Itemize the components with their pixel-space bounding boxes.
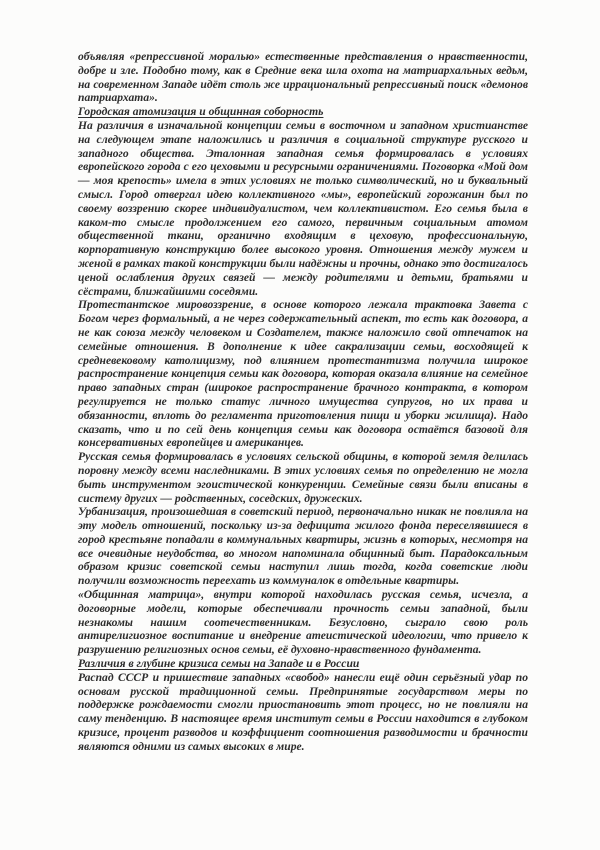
paragraph-russian-family-commune: Русская семья формировалась в условиях сельской общины, в которой земля делилась поровну между всеми наследниками. В этих условиях семья по определению не могла быть инструментом эгоистической конкуренции. Семейные связи были вписаны в систему других — родственных, соседских, дружеских. bbox=[78, 450, 528, 505]
section-heading-urban-atomization: Городская атомизация и общинная соборность bbox=[78, 105, 324, 119]
section-heading-crisis-depth-differences: Различия в глубине кризиса семьи на Западе и в России bbox=[78, 657, 360, 671]
paragraph-communal-matrix: «Общинная матрица», внутри которой находилась русская семья, исчезла, а договорные модели, которые обеспечивали прочность семьи западной, были незнакомы нашим соотечественникам. Безусловно, сыграло свою роль антирелигиозное воспитание и внедрение атеистической идеологии, что привело к разрушению религиозных основ семьи, её духовно-нравственного фундамента. bbox=[78, 588, 528, 657]
paragraph-family-concept-differences: На различия в изначальной концепции семьи в восточном и западном христианстве на следующем этапе наложились и различия в социальной структуре русского и западного общества. Эталонная западная семья формировалась в условиях европейского города с его цеховыми и ресурсными ограничениями. Поговорка «Мой дом — моя крепость» имела в этих условиях не только символический, но и буквальный смысл. Город отвергал идею коллективного «мы», европейский горожанин был по своему воззрению скорее индивидуалистом, чем коллективистом. Его семья была в каком-то смысле продолжением его самого, первичным социальным атомом общественной ткани, органично входящим в цеховую, профессиональную, корпоративную конструкцию более высокого уровня. Отношения между мужем и женой в рамках такой конструкции были надёжны и прочны, однако это достигалось ценой ослабления других связей — между родителями и детьми, братьями и сёстрами, ближайшими соседями. bbox=[78, 118, 528, 298]
paragraph-protestant-worldview: Протестантское мировоззрение, в основе которого лежала трактовка Завета с Богом через формальный, а не через содержательный аспект, то есть как договора, а не как союза между человеком и Создателем, также наложило свой отпечаток на семейные отношения. В дополнение к идее сакрализации семьи, восходящей к средневековому католицизму, под влиянием протестантизма получила широкое распространение концепция семьи как договора, которая оказала влияние на семейное право западных стран (широкое распространение брачного контракта, в котором регулируется не только статус личного имущества супругов, но их права и обязанности, вплоть до регламента приготовления пищи и уборки жилища). Надо сказать, что и по сей день концепция семьи как договора остаётся базовой для консервативных европейцев и американцев. bbox=[78, 298, 528, 450]
paragraph-urbanization-soviet-period: Урбанизация, произошедшая в советский период, первоначально никак не повлияла на эту модель отношений, поскольку из-за дефицита жилого фонда переселявшиеся в город крестьяне попадали в коммунальных квартиры, жизнь в которых, несмотря на все очевидные неудобства, во многом напоминала общинный быт. Парадоксальным образом кризис советской семьи наступил лишь тогда, когда советские люди получили возможность переехать из коммуналок в отдельные квартиры. bbox=[78, 505, 528, 588]
paragraph-continuation-repressive-morality: объявляя «репрессивной моралью» естественные представления о нравственности, добре и зле. Подобно тому, как в Средние века шла охота на матриархальных ведьм, на современном Западе идёт столь же иррациональный репрессивный поиск «демонов патриархата». bbox=[78, 50, 528, 105]
paragraph-ussr-collapse: Распад СССР и пришествие западных «свобод» нанесли ещё один серьёзный удар по основам русской традиционной семьи. Предпринятые государством меры по поддержке рождаемости смогли приостановить этот процесс, но не повлияли на саму тенденцию. В настоящее время институт семьи в России находится в глубоком кризисе, процент разводов и коэффициент соотношения разводимости и брачности являются одними из самых высоких в мире. bbox=[78, 670, 528, 753]
